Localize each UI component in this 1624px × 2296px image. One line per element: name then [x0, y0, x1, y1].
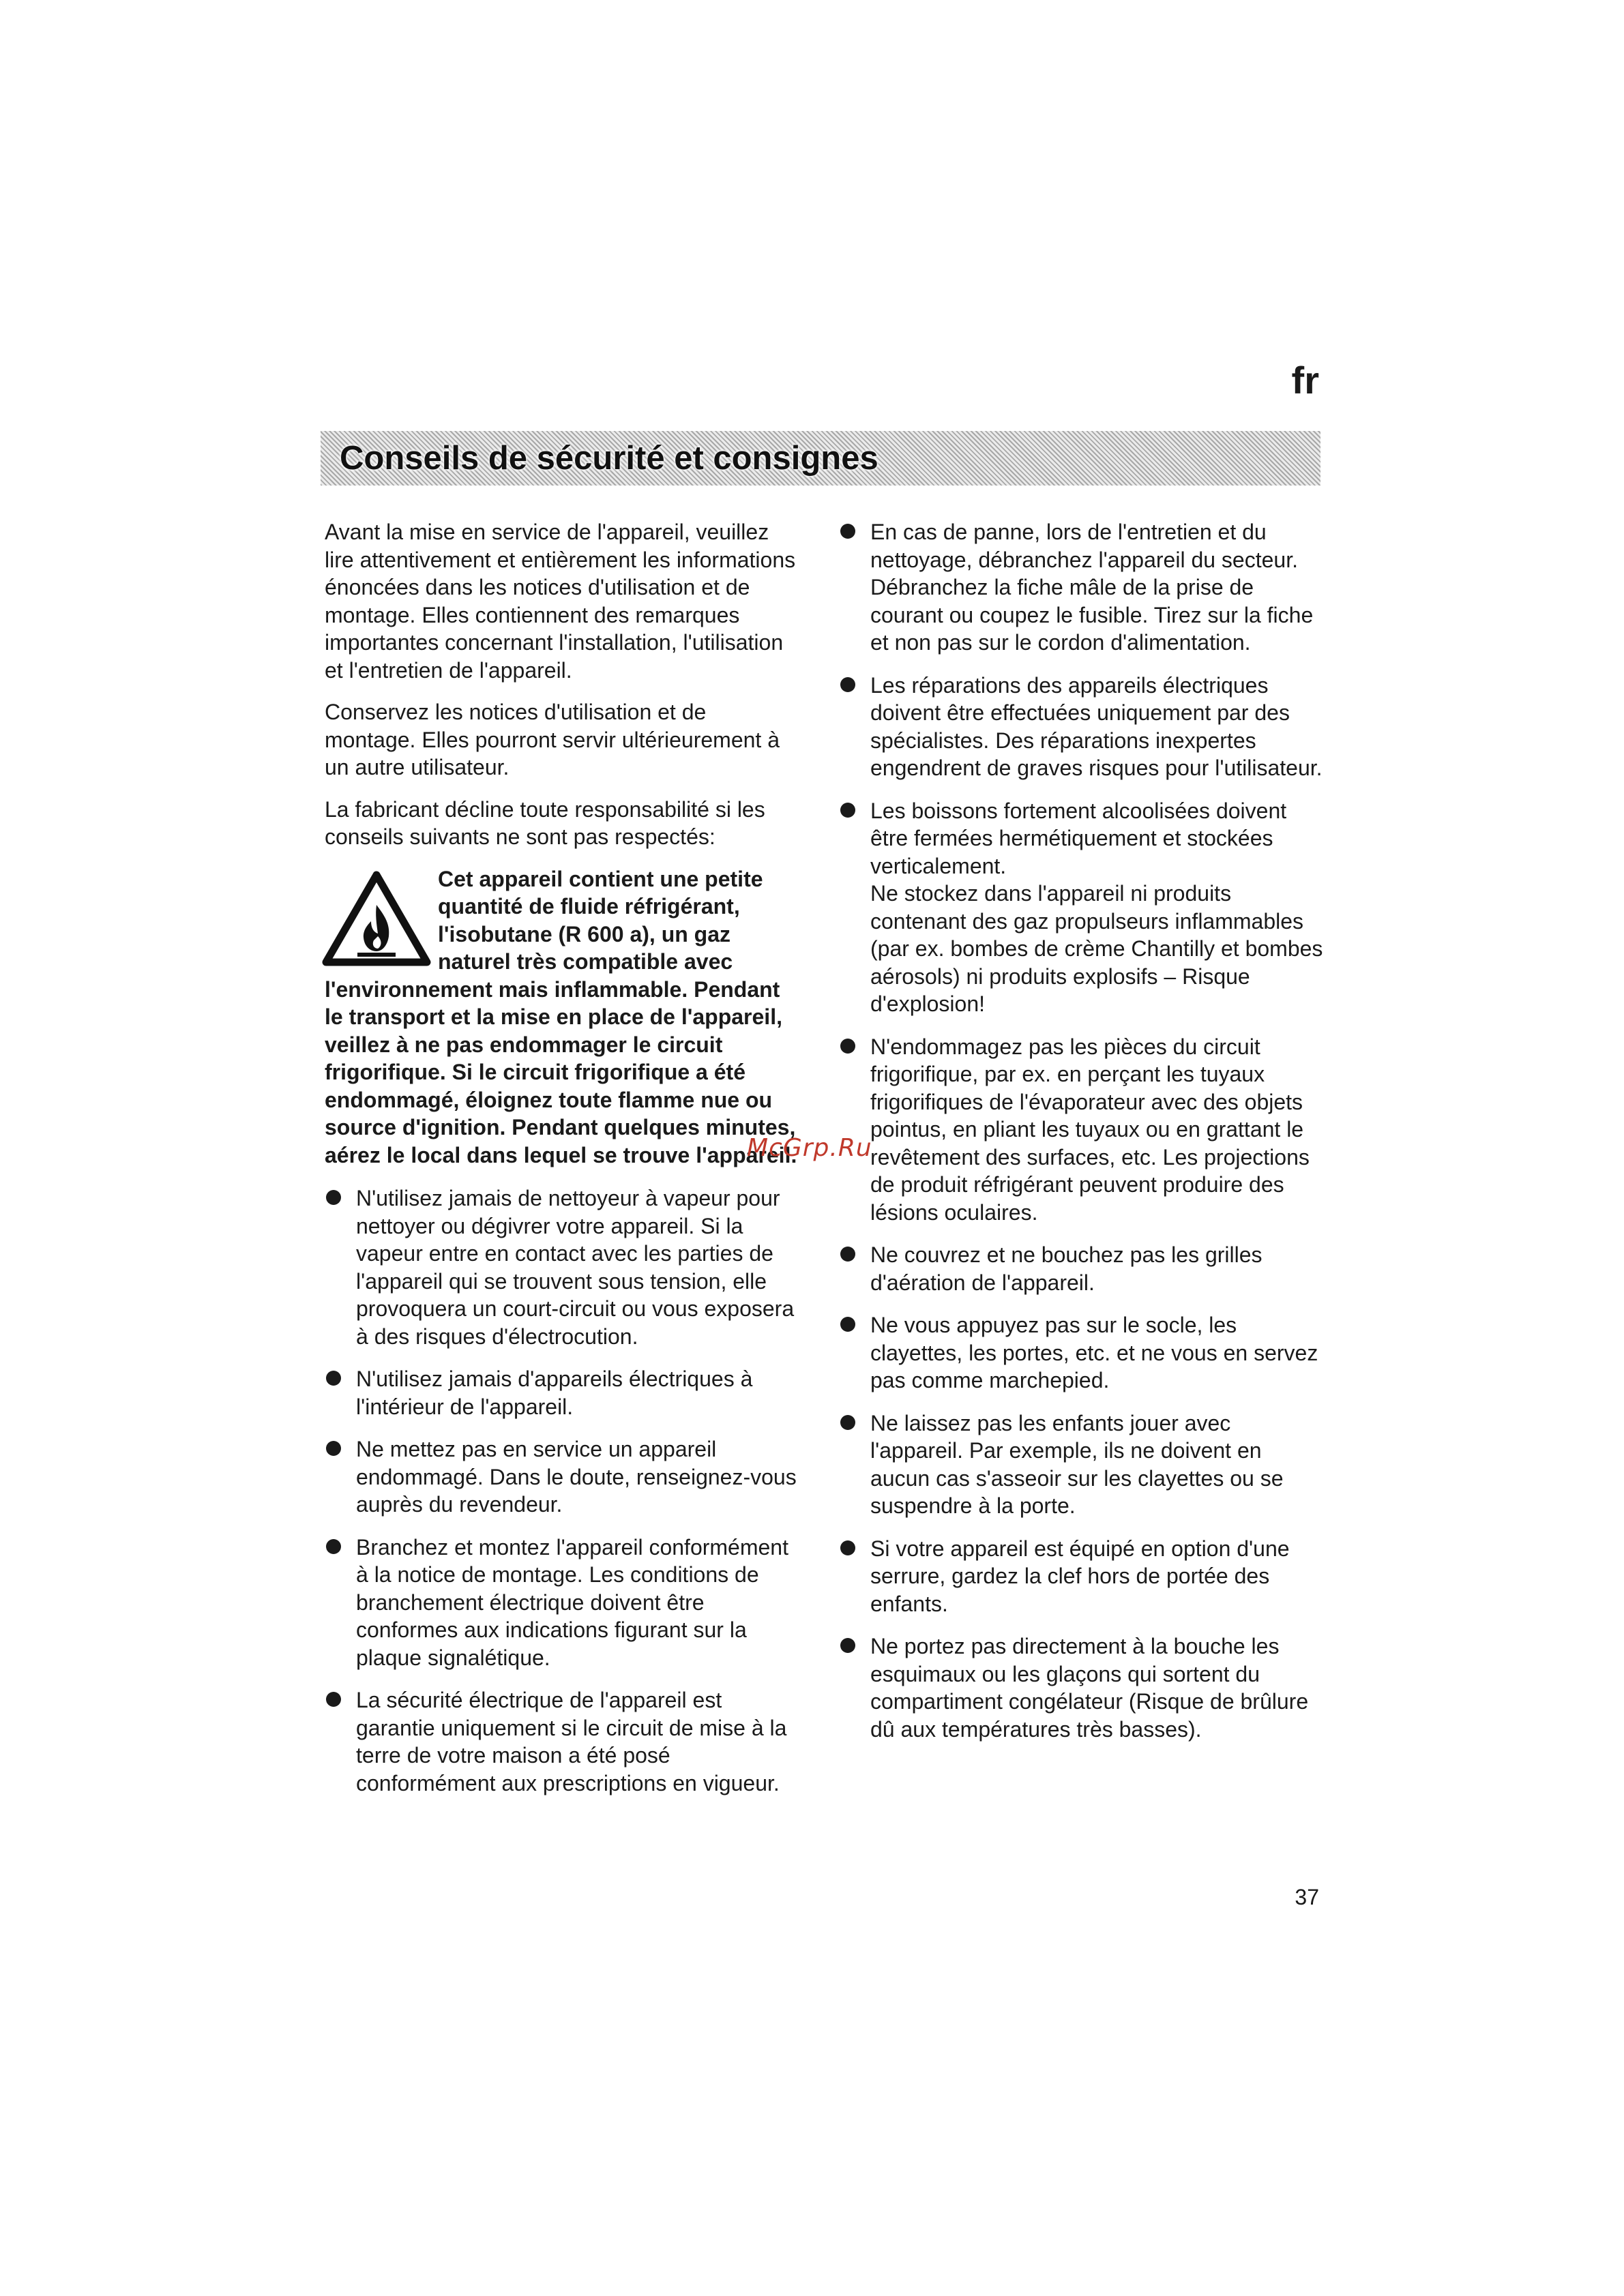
- warning-text: Cet appareil contient une petite quantité de fluide réfrigérant, l'isobutane (R 600 a), un gaz naturel très compatible avec l'environnement mais inflammable. Pendant le transport et la mise en place de l'appareil, veillez à ne pas endommager le circuit frigorifique. Si le circuit frigorifique a été endommagé, éloignez toute flamme nue ou source d'ignition. Pendant quelques minutes, aérez le local dans lequel se trouve l'appareil.: [325, 866, 797, 1167]
- intro-paragraph: La fabricant décline toute responsabilité si les conseils suivants ne sont pas respectés:: [325, 796, 765, 849]
- page-title: Conseils de sécurité et consignes: [340, 440, 879, 477]
- bullet-icon: [840, 1317, 855, 1332]
- list-item: Ne portez pas directement à la bouche les esquimaux ou les glaçons qui sortent du compartiment congélateur (Risque de brûlure dû aux températures très basses).: [839, 1632, 1323, 1743]
- list-item: Ne laissez pas les enfants jouer avec l'appareil. Par exemple, ils ne doivent en aucun cas s'asseoir sur les clayettes ou se suspendre à la porte.: [839, 1410, 1323, 1520]
- bullet-icon: [840, 1247, 855, 1262]
- section-title-bar: [321, 431, 1320, 486]
- left-column: [325, 518, 802, 1812]
- list-item: N'endommagez pas les pièces du circuit frigorifique, par ex. en perçant les tuyaux frigorifiques de l'évaporateur avec des objets pointus, en pliant les tuyaux ou en grattant le revêtement des surfaces, etc. Les projections de produit réfrigérant peuvent produire des lésions oculaires.: [839, 1033, 1323, 1227]
- bullet-icon: [326, 1692, 341, 1707]
- list-item: N'utilisez jamais de nettoyeur à vapeur pour nettoyer ou dégivrer votre appareil. Si la vapeur entre en contact avec les parties de l'appareil qui se trouvent sous tension, elle provoquera un court-circuit ou vous exposera à des risques d'électrocution.: [325, 1184, 802, 1350]
- list-item: La sécurité électrique de l'appareil est garantie uniquement si le circuit de mise à la terre de votre maison a été posé conformément aux prescriptions en vigueur.: [325, 1686, 802, 1797]
- bullet-icon: [326, 1190, 341, 1205]
- list-item: Les réparations des appareils électriques doivent être effectuées uniquement par des spécialistes. Des réparations inexpertes engendrent de graves risques pour l'utilisateur.: [839, 672, 1323, 782]
- intro-paragraph: Avant la mise en service de l'appareil, veuillez lire attentivement et entièrement les informations énoncées dans les notices d'utilisation et de montage. Elles contiennent des remarques importantes concernant l'installation, l'utilisation et l'entretien de l'appareil.: [325, 520, 796, 683]
- bullet-icon: [840, 677, 855, 692]
- bullet-icon: [840, 1039, 855, 1054]
- flammable-warning-block: [325, 865, 802, 1169]
- bullet-icon: [326, 1371, 341, 1386]
- list-item: Branchez et montez l'appareil conformément à la notice de montage. Les conditions de branchement électrique doivent être conformes aux indications figurant sur la plaque signalétique.: [325, 1534, 802, 1672]
- safety-list-right: [839, 518, 1323, 1743]
- watermark: McGrp.Ru: [747, 1134, 872, 1162]
- bullet-icon: [840, 1415, 855, 1430]
- list-item: N'utilisez jamais d'appareils électriques à l'intérieur de l'appareil.: [325, 1365, 802, 1420]
- list-item-continuation: Ne stockez dans l'appareil ni produits contenant des gaz propulseurs inflammables (par ex. bombes de crème Chantilly et bombes aérosols) ni produits explosifs – Risque d'explosion!: [870, 881, 1323, 1016]
- list-item: Les boissons fortement alcoolisées doivent être fermées hermétiquement et stockées verticalement. Ne stockez dans l'appareil ni produits contenant des gaz propulseurs inflammables (par ex. bombes de crème Chantilly et bombes aérosols) ni produits explosifs – Risque d'explosion!: [839, 797, 1323, 1018]
- list-item: Ne vous appuyez pas sur le socle, les clayettes, les portes, etc. et ne vous en servez pas comme marchepied.: [839, 1311, 1323, 1395]
- list-item: En cas de panne, lors de l'entretien et du nettoyage, débranchez l'appareil du secteur. Débranchez la fiche mâle de la prise de courant ou coupez le fusible. Tirez sur la fiche et non pas sur le cordon d'alimentation.: [839, 518, 1323, 657]
- right-column: [839, 518, 1323, 1758]
- bullet-icon: [840, 524, 855, 539]
- safety-list-left: [325, 1184, 802, 1797]
- list-item: Si votre appareil est équipé en option d'une serrure, gardez la clef hors de portée des enfants.: [839, 1535, 1323, 1618]
- list-item: Ne couvrez et ne bouchez pas les grilles d'aération de l'appareil.: [839, 1241, 1323, 1296]
- bullet-icon: [326, 1441, 341, 1456]
- intro-paragraph: Conservez les notices d'utilisation et de montage. Elles pourront servir ultérieurement à un autre utilisateur.: [325, 700, 780, 779]
- bullet-icon: [840, 1638, 855, 1653]
- list-item: Ne mettez pas en service un appareil endommagé. Dans le doute, renseignez-vous auprès du revendeur.: [325, 1435, 802, 1519]
- flammable-warning-icon: [322, 869, 431, 966]
- bullet-icon: [840, 803, 855, 818]
- language-tag: fr: [1291, 359, 1319, 402]
- bullet-icon: [326, 1539, 341, 1554]
- page-number: 37: [1295, 1885, 1319, 1909]
- bullet-icon: [840, 1540, 855, 1555]
